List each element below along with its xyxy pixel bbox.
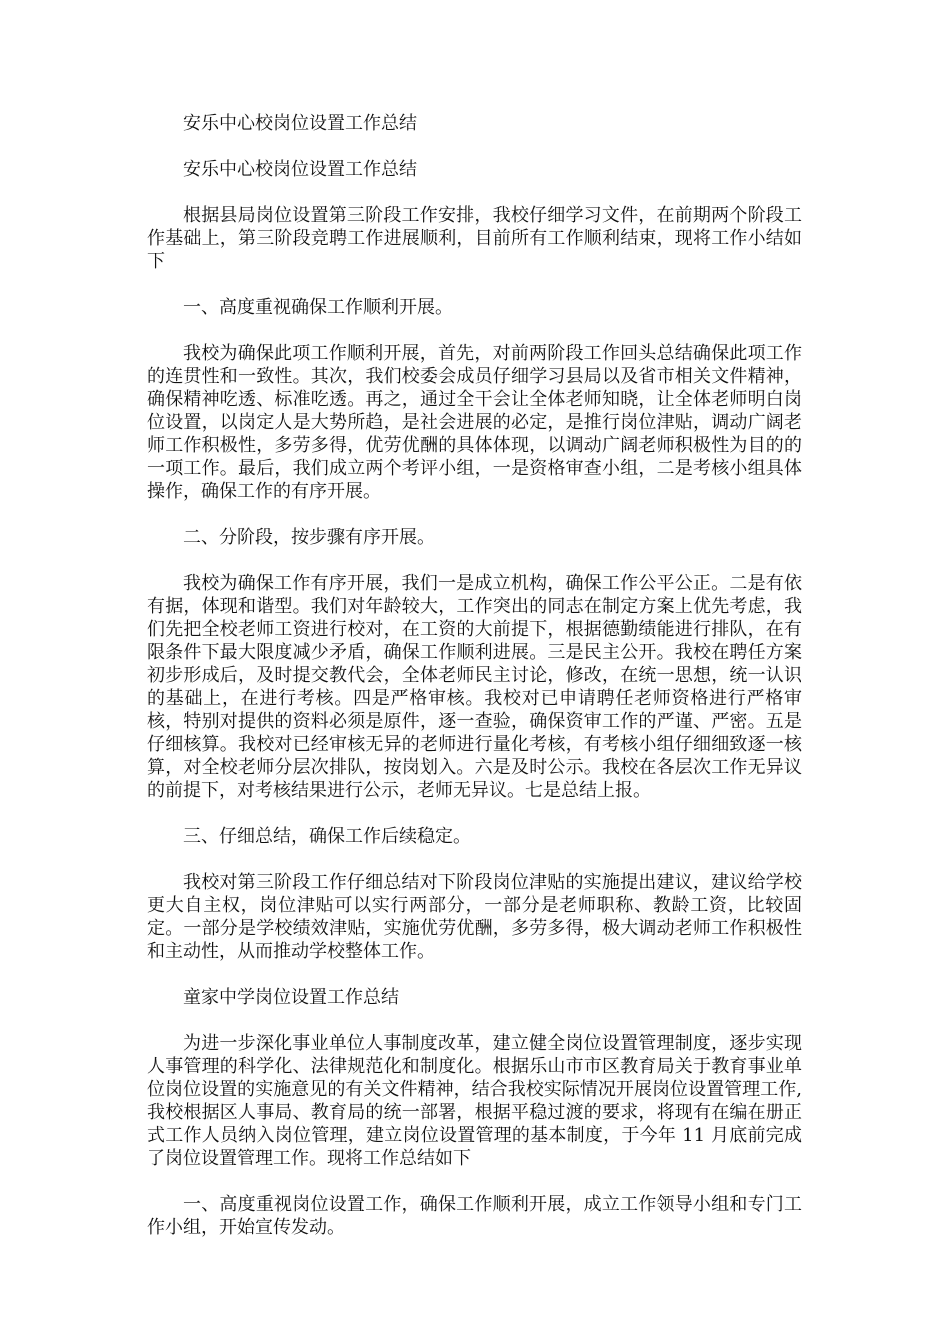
section-heading-1: 一、高度重视确保工作顺利开展。: [183, 297, 453, 318]
second-section-heading-1: 一、高度重视岗位设置工作，确保工作顺利开展，成立工作领导小组和专门工作小组，开始宣传发动。: [147, 1194, 802, 1238]
paragraph-section-2: 我校为确保工作有序开展，我们一是成立机构，确保工作公平公正。二是有依有据，体现和谐型。我们对年龄较大，工作突出的同志在制定方案上优先考虑，我们先把全校老师工资进行校对，在工资的大前提下，根据德勤绩能进行排队，在有限条件下最大限度减少矛盾，确保工作顺利进展。三是民主公开。我校在聘任方案初步形成后，及时提交教代会，全体老师民主讨论，修改，在统一思想，统一认识的基础上，在进行考核。四是严格审核。我校对已申请聘任老师资格进行严格审核，特别对提供的资料必须是原件，逐一查验，确保资审工作的严谨、严密。五是仔细核算。我校对已经审核无异的老师进行量化考核，有考核小组仔细细致逐一核算，对全校老师分层次排队，按岗划入。六是及时公示。我校在各层次工作无异议的前提下，对考核结果进行公示，老师无异议。七是总结上报。: [147, 573, 802, 801]
section-heading-3: 三、仔细总结，确保工作后续稳定。: [183, 826, 471, 847]
document-title: 安乐中心校岗位设置工作总结: [183, 113, 417, 134]
paragraph-second-intro: 为进一步深化事业单位人事制度改革，建立健全岗位设置管理制度，逐步实现人事管理的科学化、法律规范化和制度化。根据乐山市市区教育局关于教育事业单位岗位设置的实施意见的有关文件精神，结合我校实际情况开展岗位设置管理工作,我校根据区人事局、教育局的统一部署，根据平稳过渡的要求，将现有在编在册正式工作人员纳入岗位管理，建立岗位设置管理的基本制度，于今年 11 月底前完成了岗位设置管理工作。现将工作总结如下: [147, 1033, 802, 1169]
paragraph-intro: 根据县局岗位设置第三阶段工作安排，我校仔细学习文件，在前期两个阶段工作基础上，第三阶段竞聘工作进展顺利，目前所有工作顺利结束，现将工作小结如下: [147, 205, 802, 272]
paragraph-section-1: 我校为确保此项工作顺利开展，首先，对前两阶段工作回头总结确保此项工作的连贯性和一致性。其次，我们校委会成员仔细学习县局以及省市相关文件精神，确保精神吃透、标准吃透。再之，通过全干会让全体老师知晓，让全体老师明白岗位设置，以岗定人是大势所趋，是社会进展的必定，是推行岗位津贴，调动广阔老师工作积极性，多劳多得，优劳优酬的具体体现，以调动广阔老师积极性为目的的一项工作。最后，我们成立两个考评小组，一是资格审查小组，二是考核小组具体操作，确保工作的有序开展。: [147, 343, 802, 502]
section-heading-2: 二、分阶段，按步骤有序开展。: [183, 527, 435, 548]
paragraph-section-3: 我校对第三阶段工作仔细总结对下阶段岗位津贴的实施提出建议，建议给学校更大自主权，岗位津贴可以实行两部分，一部分是老师职称、教龄工资，比较固定。一部分是学校绩效津贴，实施优劳优酬，多劳多得，极大调动老师工作积极性和主动性，从而推动学校整体工作。: [147, 872, 802, 962]
second-document-title: 童家中学岗位设置工作总结: [183, 987, 399, 1008]
document-subtitle: 安乐中心校岗位设置工作总结: [183, 159, 417, 180]
document-page: [147, 112, 802, 1262]
